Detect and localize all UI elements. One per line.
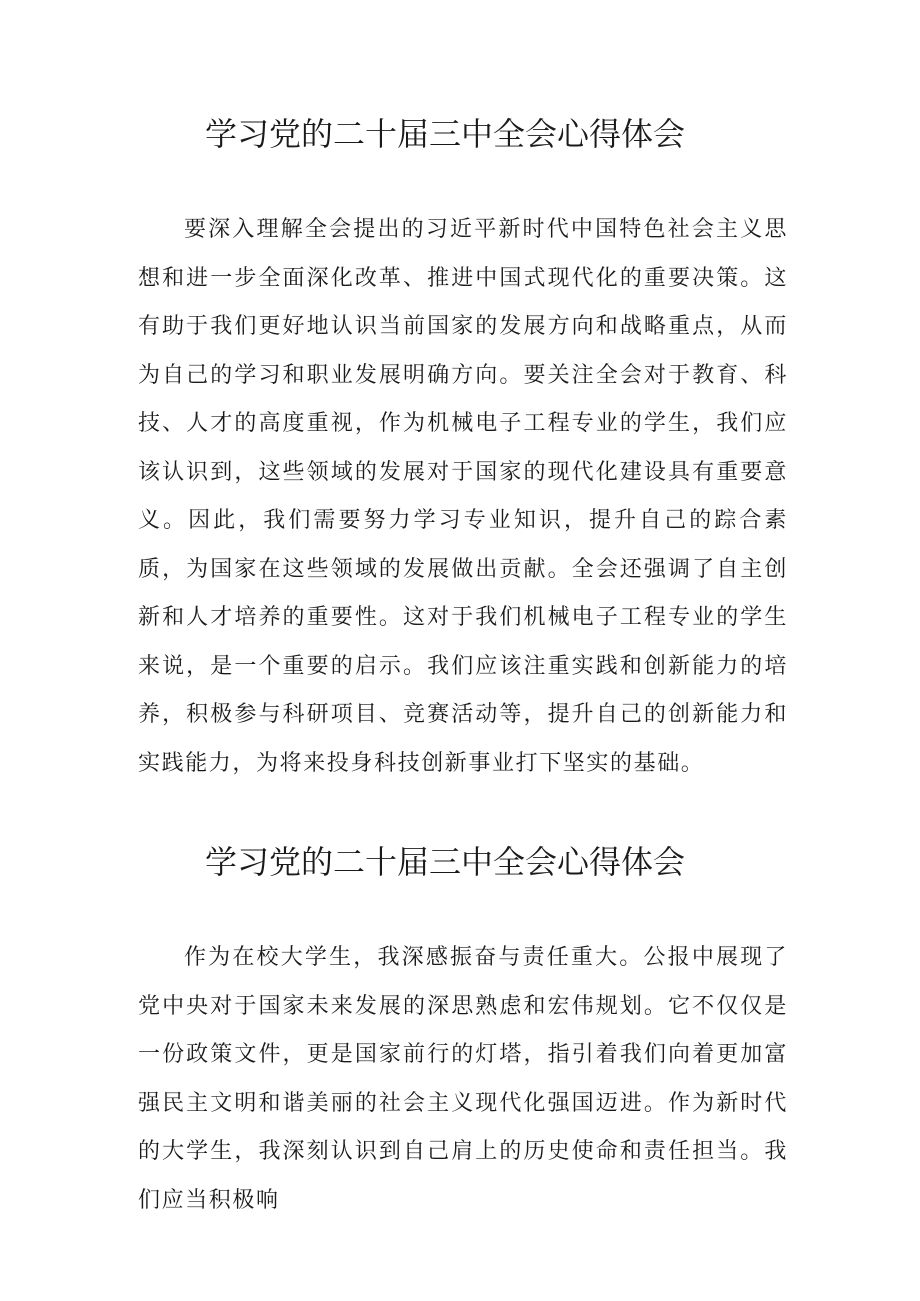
section-2-title: 学习党的二十届三中全会心得体会 [204,843,685,881]
section-2-paragraph: 作为在校大学生，我深感振奋与责任重大。公报中展现了党中央对于国家未来发展的深思熟虑和宏伟规划。它不仅仅是一份政策文件，更是国家前行的灯塔，指引着我们向着更加富强民主文明和谐美丽的社会主义现代化强国迈进。作为新时代的大学生，我深刻认识到自己肩上的历史使命和责任担当。我们应当积极响 [138,945,788,1213]
section-1-paragraph: 要深入理解全会提出的习近平新时代中国特色社会主义思想和进一步全面深化改革、推进中国式现代化的重要决策。这有助于我们更好地认识当前国家的发展方向和战略重点，从而为自己的学习和职业发展明确方向。要关注全会对于教育、科技、人才的高度重视，作为机械电子工程专业的学生，我们应该认识到，这些领域的发展对于国家的现代化建设具有重要意义。因此，我们需要努力学习专业知识，提升自己的踪合素质，为国家在这些领域的发展做出贡献。全会还强调了自主创新和人才培养的重要性。这对于我们机械电子工程专业的学生来说，是一个重要的启示。我们应该注重实践和创新能力的培养，积极参与科研项目、竞赛活动等，提升自己的创新能力和实践能力，为将来投身科技创新事业打下坚实的基础。 [138,217,788,776]
section-1-title: 学习党的二十届三中全会心得体会 [204,115,685,153]
